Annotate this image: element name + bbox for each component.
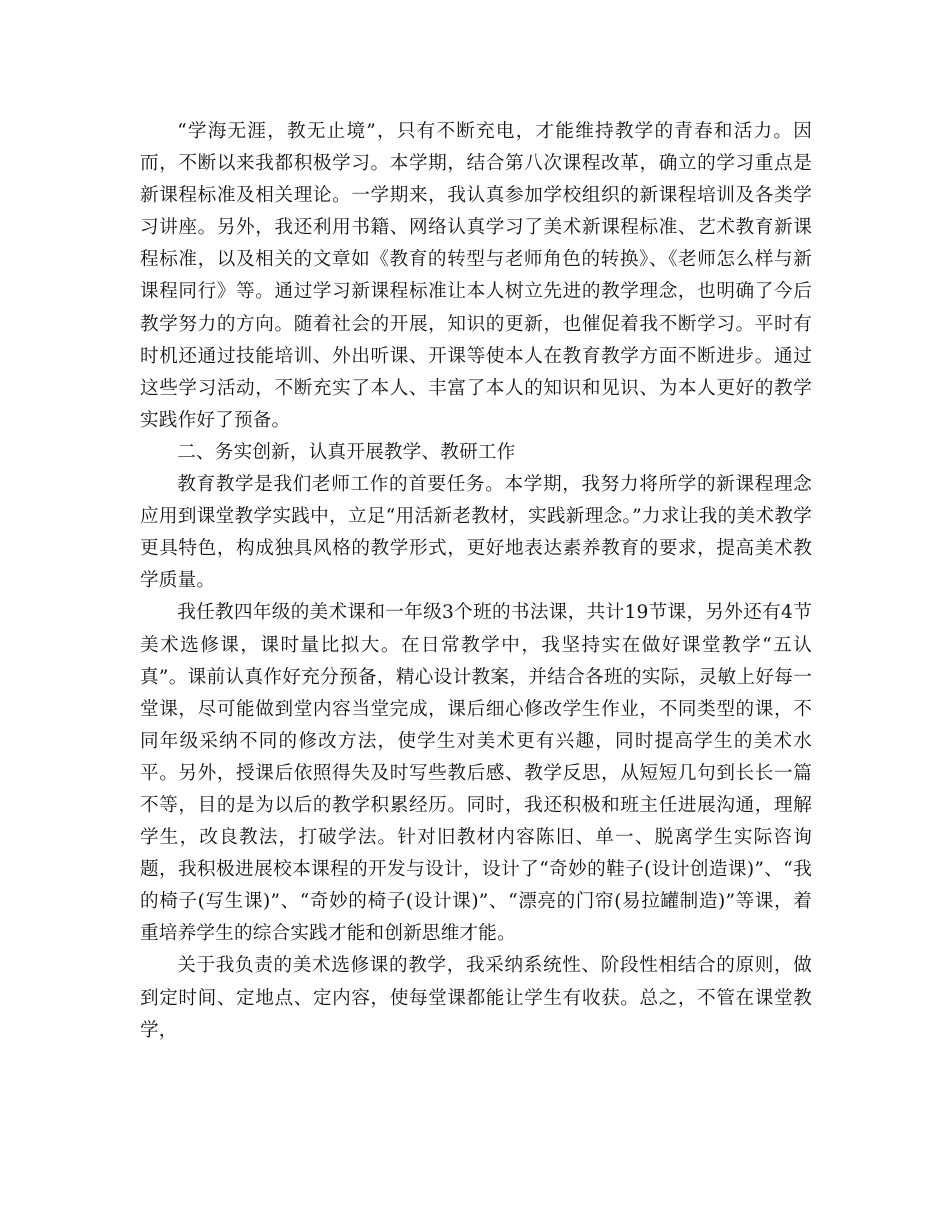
paragraph-study: “学海无涯，教无止境”，只有不断充电，才能维持教学的青春和活力。因而，不断以来我都积极学习。本学期，结合第八次课程改革，确立的学习重点是新课程标准及相关理论。一学期来，我认真参加学校组织的新课程培训及各类学习讲座。另外，我还利用书籍、网络认真学习了美术新课程标准、艺术教育新课程标准，以及相关的文章如《教育的转型与老师角色的转换》、《老师怎么样与新课程同行》等。通过学习新课程标准让本人树立先进的教学理念，也明确了今后教学努力的方向。随着社会的开展，知识的更新，也催促着我不断学习。平时有时机还通过技能培训、外出听课、开课等使本人在教育教学方面不断进步。通过这些学习活动，不断充实了本人、丰富了本人的知识和见识、为本人更好的教学实践作好了预备。	[140, 121, 812, 431]
document-body	[140, 116, 812, 1047]
paragraph-elective: 关于我负责的美术选修课的教学，我采纳系统性、阶段性相结合的原则，做到定时间、定地点、定内容，使每堂课都能让学生有收获。总之，不管在课堂教学，	[140, 955, 812, 1041]
paragraph-classes: 我任教四年级的美术课和一年级3个班的书法课，共计19节课，另外还有4节美术选修课，课时量比拟大。在日常教学中，我坚持实在做好课堂教学“五认真”。课前认真作好充分预备，精心设计教案，并结合各班的实际，灵敏上好每一堂课，尽可能做到堂内容当堂完成，课后细心修改学生作业，不同类型的课，不同年级采纳不同的修改方法，使学生对美术更有兴趣，同时提高学生的美术水平。另外，授课后依照得失及时写些教后感、教学反思，从短短几句到长长一篇不等，目的是为以后的教学积累经历。同时，我还积极和班主任进展沟通，理解学生，改良教法，打破学法。针对旧教材内容陈旧、单一、脱离学生实际咨询题，我积极进展校本课程的开发与设计，设计了“奇妙的鞋子(设计创造课)”、“我的椅子(写生课)”、“奇妙的椅子(设计课)”、“漂亮的门帘(易拉罐制造)”等课，着重培养学生的综合实践才能和创新思维才能。	[140, 602, 812, 945]
section-heading-2: 二、务实创新，认真开展教学、教研工作	[177, 441, 516, 463]
paragraph-teaching-task: 教育教学是我们老师工作的首要任务。本学期，我努力将所学的新课程理念应用到课堂教学实践中，立足“用活新老教材，实践新理念。”力求让我的美术教学更具特色，构成独具风格的教学形式，更好地表达素养教育的要求，提高美术教学质量。	[140, 474, 812, 592]
